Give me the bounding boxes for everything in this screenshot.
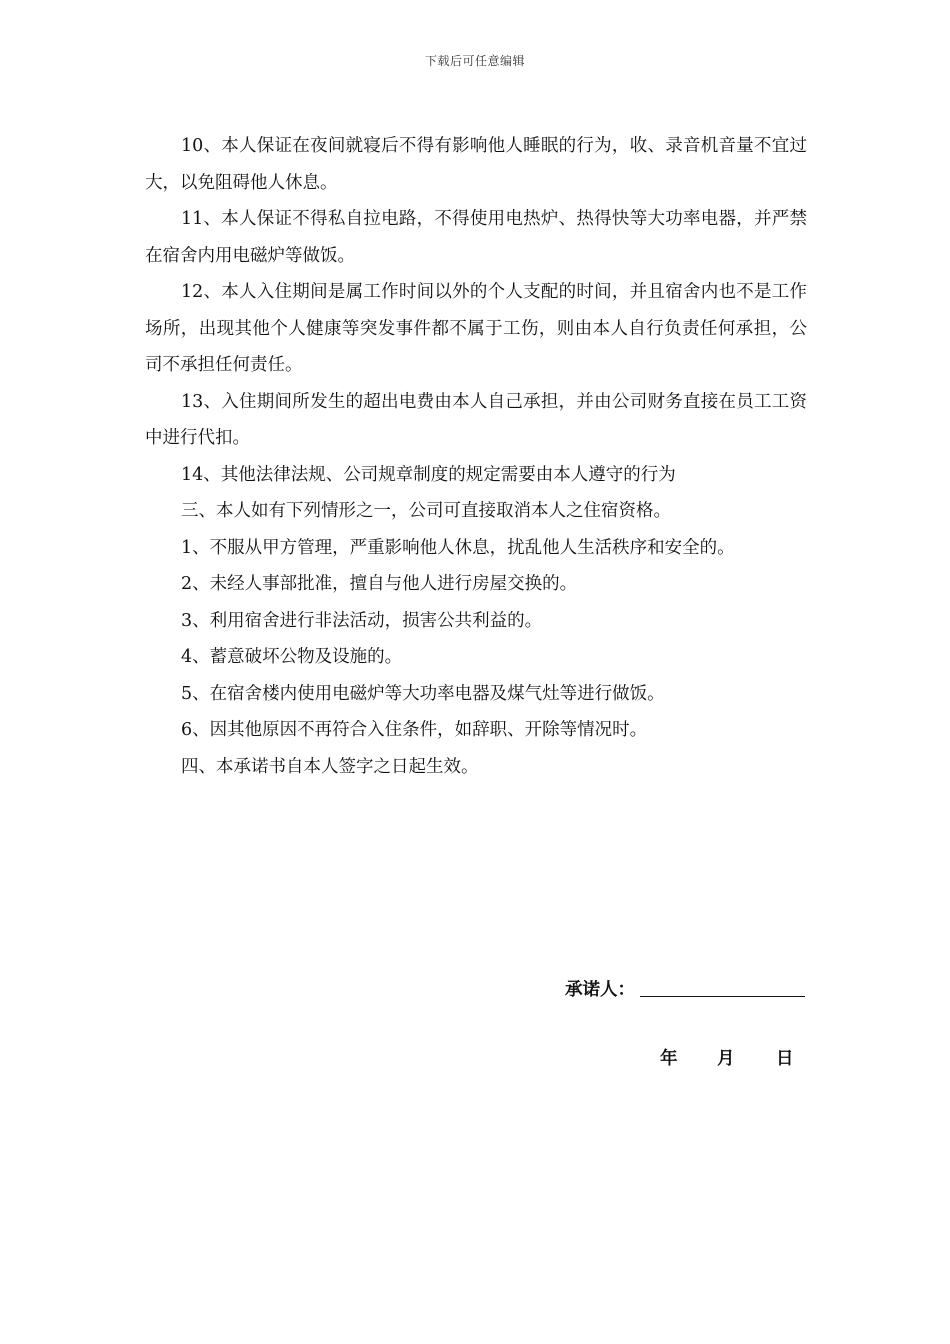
clause-12: 12、本人入住期间是属工作时间以外的个人支配的时间，并且宿舍内也不是工作场所，出现其他个人健康等突发事件都不属于工伤，则由本人自行负责任何承担，公司不承担任何责任。 bbox=[145, 282, 807, 375]
clause-13: 13、入住期间所发生的超出电费由本人自己承担，并由公司财务直接在员工工资中进行代扣。 bbox=[145, 391, 807, 448]
clause-10: 10、本人保证在夜间就寝后不得有影响他人睡眠的行为，收、录音机音量不宜过大，以免阻碍他人休息。 bbox=[145, 136, 807, 193]
signature-line bbox=[640, 996, 805, 997]
section-3-item: 3、利用宿舍进行非法活动，损害公共利益的。 bbox=[181, 610, 543, 631]
clause-11: 11、本人保证不得私自拉电路，不得使用电热炉、热得快等大功率电器，并严禁在宿舍内用电磁炉等做饭。 bbox=[145, 209, 807, 266]
section-3-item: 1、不服从甲方管理，严重影响他人休息，扰乱他人生活秩序和安全的。 bbox=[181, 537, 735, 558]
section-3-item: 2、未经人事部批准，擅自与他人进行房屋交换的。 bbox=[181, 574, 578, 594]
section-3-item: 4、蓄意破坏公物及设施的。 bbox=[181, 647, 403, 667]
section-3-heading: 三、本人如有下列情形之一，公司可直接取消本人之住宿资格。 bbox=[181, 501, 671, 521]
header-note: 下载后可任意编辑 bbox=[424, 54, 525, 68]
clause-14: 14、其他法律法规、公司规章制度的规定需要由本人遵守的行为 bbox=[181, 464, 676, 485]
date-month-label: 月 bbox=[717, 1049, 735, 1069]
date-year-label: 年 bbox=[660, 1049, 678, 1069]
section-4-statement: 四、本承诺书自本人签字之日起生效。 bbox=[181, 756, 479, 777]
section-3-item: 6、因其他原因不再符合入住条件，如辞职、开除等情况时。 bbox=[181, 720, 648, 740]
document-body bbox=[145, 128, 807, 785]
signature-row bbox=[565, 976, 805, 1002]
date-day-label: 日 bbox=[776, 1049, 794, 1069]
section-3-item: 5、在宿舍楼内使用电磁炉等大功率电器及煤气灶等进行做饭。 bbox=[181, 683, 665, 704]
signature-label: 承诺人： bbox=[565, 980, 635, 1000]
